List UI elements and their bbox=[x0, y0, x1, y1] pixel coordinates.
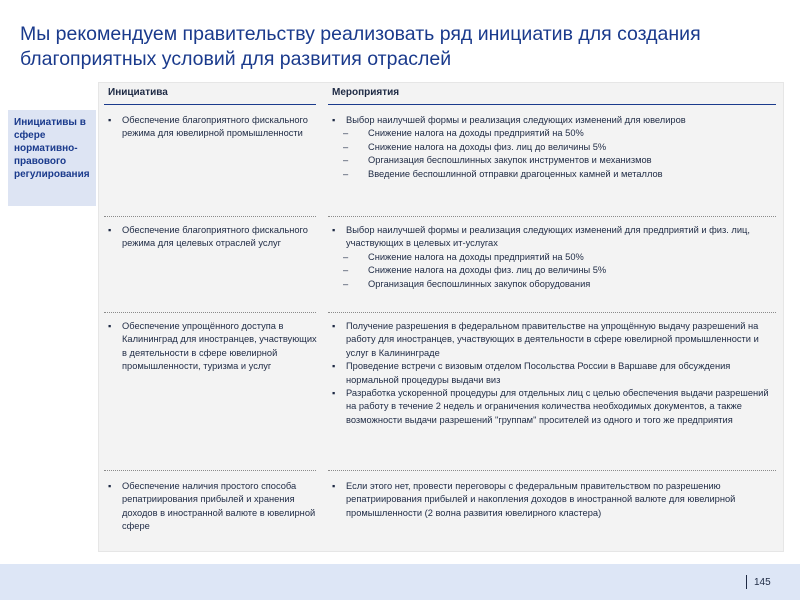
header-underline-initiative bbox=[104, 104, 316, 105]
measure-subitem: Организация беспошлинных закупок инструментов и механизмов bbox=[368, 155, 652, 166]
measures-row-2: ▪ Выбор наилучшей формы и реализация следующих изменений для предприятий и физ. лиц, участвующих в целевых ит-услугах – Снижение налога на доходы предприятий на 50% – Снижение налога на доходы физ. лиц до величины 5% – Организация беспошлинных закупок оборудования bbox=[332, 225, 750, 289]
initiative-row-1: ▪ Обеспечение благоприятного фискального режима для ювелирной промышленности bbox=[108, 115, 308, 139]
page-number-divider bbox=[746, 575, 747, 589]
measures-row-3: ▪ Получение разрешения в федеральном правительстве на упрощённую выдачу разрешений на работу для иностранцев, участвующих в деятельности в сфере ювелирной промышленности и услуг в Калининграде ▪ Проведение встречи с визовым отделом Посольства России в Варшаве для обсуждения нормальной процедуры выдачи виз ▪ Разработка ускоренной процедуры для отдельных лиц с целью обеспечения выдачи разрешений на работу в течение 2 недель и ограничения количества необходимых документов, а также возможности выдачи разрешений "группам" просителей из одного и того же предприятия bbox=[332, 321, 769, 425]
measure-item: Получение разрешения в федеральном правительстве на упрощённую выдачу разрешений на работу для иностранцев, участвующих в деятельности в сфере ювелирной промышленности и услуг в Калининграде bbox=[346, 321, 759, 358]
row-separator bbox=[104, 216, 316, 217]
header-measures: Мероприятия bbox=[332, 87, 400, 98]
measure-item: Выбор наилучшей формы и реализация следующих изменений для ювелиров bbox=[346, 115, 686, 125]
initiative-row-2: ▪ Обеспечение благоприятного фискального режима для целевых отраслей услуг bbox=[108, 225, 308, 249]
measure-subitem: Снижение налога на доходы физ. лиц до величины 5% bbox=[368, 141, 607, 152]
measure-subitem: Снижение налога на доходы предприятий на 50% bbox=[368, 128, 584, 139]
initiative-row-4: ▪ Обеспечение наличия простого способа репатриирования прибылей и хранения доходов в иностранной валюте в ювелирной сфере bbox=[108, 481, 316, 532]
measure-item: Проведение встречи с визовым отделом Посольства России в Варшаве для обсуждения нормальной процедуры выдачи виз bbox=[346, 361, 731, 385]
measure-item: Разработка ускоренной процедуры для отдельных лиц с целью обеспечения выдачи разрешений на работу в течение 2 недель и ограничения количества необходимых документов, а также возможности выдачи разрешений "группам" просителей из одного и того же предприятия bbox=[346, 388, 769, 425]
row-separator bbox=[104, 312, 316, 313]
row-separator bbox=[328, 312, 776, 313]
footer-bar bbox=[0, 564, 800, 600]
measure-subitem: Снижение налога на доходы предприятий на 50% bbox=[368, 251, 584, 262]
initiative-text: Обеспечение упрощённого доступа в Калининград для иностранцев, участвующих в деятельности в сфере ювелирной промышленности, туризма и услуг bbox=[122, 321, 317, 372]
measure-subitem: Организация беспошлинных закупок оборудования bbox=[368, 278, 591, 289]
page-number: 145 bbox=[754, 577, 771, 588]
row-separator bbox=[104, 470, 316, 471]
page-title: Мы рекомендуем правительству реализовать ряд инициатив для создания благоприятных условий для развития отраслей bbox=[20, 23, 701, 70]
header-initiative: Инициатива bbox=[108, 87, 168, 98]
measure-item: Выбор наилучшей формы и реализация следующих изменений для предприятий и физ. лиц, участвующих в целевых ит-услугах bbox=[346, 225, 750, 249]
initiative-text: Обеспечение благоприятного фискального режима для целевых отраслей услуг bbox=[122, 225, 308, 249]
measures-row-4: ▪ Если этого нет, провести переговоры с федеральным правительством по разрешению репатриирования прибылей и накопления доходов в иностранной валюте для ювелирной промышленности (2 волна развития ювелирного кластера) bbox=[332, 481, 736, 518]
measures-row-1: ▪ Выбор наилучшей формы и реализация следующих изменений для ювелиров – Снижение налога на доходы предприятий на 50% – Снижение налога на доходы физ. лиц до величины 5% – Организация беспошлинных закупок инструментов и механизмов – Введение беспошлинной отправки драгоценных камней и металлов bbox=[332, 115, 686, 179]
header-underline-measures bbox=[328, 104, 776, 105]
measure-subitem: Введение беспошлинной отправки драгоценных камней и металлов bbox=[368, 168, 663, 179]
measure-item: Если этого нет, провести переговоры с федеральным правительством по разрешению репатриирования прибылей и накопления доходов в иностранной валюте для ювелирной промышленности (2 волна развития ювелирного кластера) bbox=[346, 481, 736, 518]
initiative-text: Обеспечение наличия простого способа репатриирования прибылей и хранения доходов в иностранной валюте в ювелирной сфере bbox=[122, 481, 316, 532]
row-separator bbox=[328, 216, 776, 217]
side-category-box bbox=[8, 110, 96, 206]
initiative-text: Обеспечение благоприятного фискального режима для ювелирной промышленности bbox=[122, 115, 308, 139]
initiative-row-3: ▪ Обеспечение упрощённого доступа в Калининград для иностранцев, участвующих в деятельности в сфере ювелирной промышленности, туризма и услуг bbox=[108, 321, 317, 372]
side-category-label: Инициативы в сфере нормативно-правового регулирования bbox=[14, 117, 90, 180]
row-separator bbox=[328, 470, 776, 471]
measure-subitem: Снижение налога на доходы физ. лиц до величины 5% bbox=[368, 265, 607, 276]
